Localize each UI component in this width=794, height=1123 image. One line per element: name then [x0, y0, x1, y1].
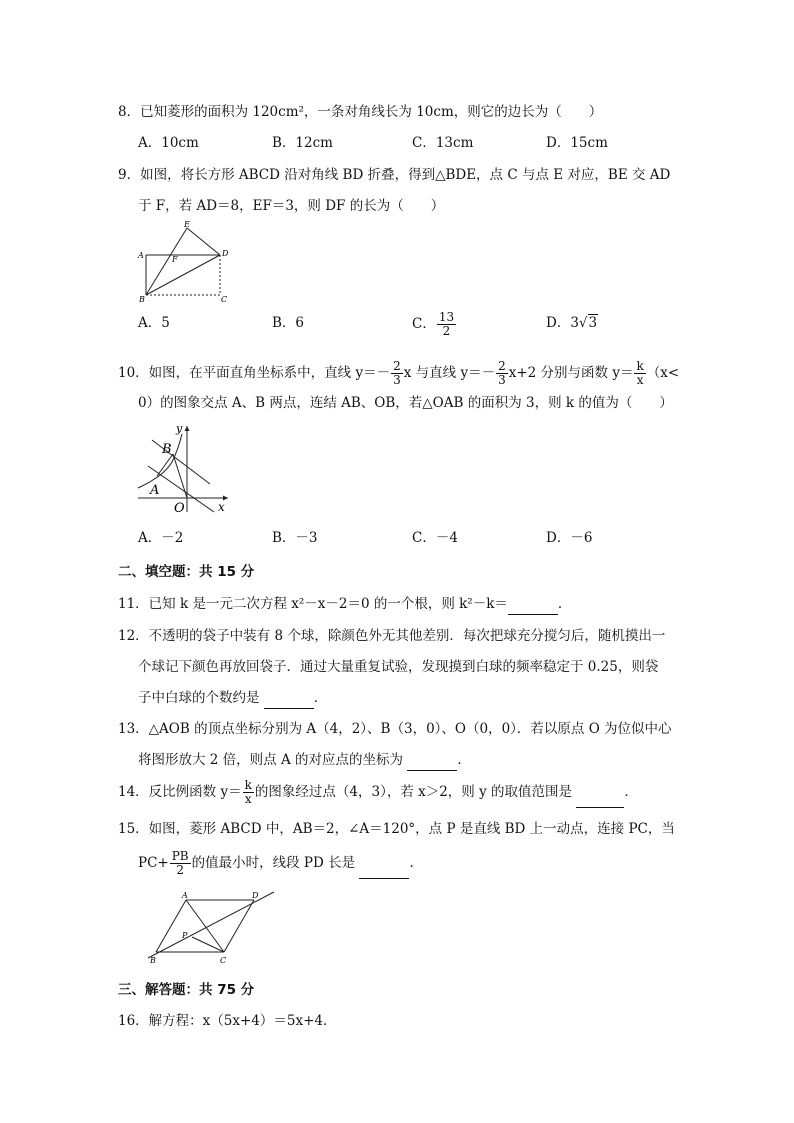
q15-line2-pre: PC+	[138, 855, 169, 871]
q11	[118, 594, 571, 615]
q10-label-y: y	[176, 422, 183, 435]
q10-line1-a: 10．如图，在平面直角坐标系中，直线 y＝－	[118, 365, 391, 381]
q8-stem: 8．已知菱形的面积为 120cm²，一条对角线长为 10cm，则它的边长为（ ）	[118, 104, 603, 120]
q8-option-a: A．10cm	[138, 135, 199, 151]
q15-label-b: B	[150, 956, 156, 965]
q10-frac-k-den: x	[636, 373, 644, 387]
q15-line1: 15．如图，菱形 ABCD 中，AB＝2，∠A＝120°，点 P 是直线 BD 上一动点，连接 PC，当	[118, 821, 675, 837]
q10-option-c: C．－4	[412, 530, 458, 546]
q9-option-c-den: 2	[442, 324, 451, 338]
q9-line-bd	[146, 255, 220, 295]
sqrt-icon: √	[578, 315, 588, 331]
q9-label-f: F	[172, 255, 178, 264]
q10-frac-k	[634, 360, 645, 387]
q10-label-o: O	[174, 501, 185, 516]
q15-label-a: A	[182, 891, 188, 900]
q16: 16．解方程：x（5x+4）＝5x+4．	[118, 1013, 337, 1029]
q10-frac-1-den: 3	[393, 373, 401, 387]
q10-option-d: D．－6	[546, 530, 593, 546]
q11-text: 11．已知 k 是一元二次方程 x²－x－2＝0 的一个根，则 k²－k＝	[118, 596, 508, 612]
q12-line3	[138, 688, 327, 709]
q15-line-ac	[186, 900, 224, 952]
q9-option-c-num: 13	[438, 310, 455, 324]
q9-option-d-radicand: 3	[588, 315, 598, 331]
q12-end: ．	[313, 690, 328, 706]
q12-answer-blank[interactable]	[264, 688, 314, 709]
q15-line-pc	[192, 937, 224, 952]
q9-figure	[132, 218, 242, 308]
y-axis-arrow-icon	[185, 426, 190, 431]
q12-line2: 个球记下颜色再放回袋子．通过大量重复试验，发现摸到白球的频率稳定于 0.25，则袋	[138, 659, 659, 675]
q15-line2-post: 的值最小时，线段 PD 长是	[191, 855, 356, 871]
q10-frac-2	[496, 360, 508, 387]
q14	[118, 777, 638, 808]
q10-frac-1-num: 2	[393, 359, 401, 373]
q14-end: ．	[624, 784, 638, 800]
q9-option-c-fraction	[437, 311, 456, 338]
q10-line1-b: x 与直线 y＝－	[403, 365, 496, 381]
q13-answer-blank[interactable]	[407, 750, 457, 771]
q9-label-b: B	[139, 295, 145, 304]
q12-line1: 12．不透明的袋子中装有 8 个球，除颜色外无其他差别．每次把球充分搅匀后，随机摸出一	[118, 628, 666, 644]
q11-end: ．	[557, 596, 572, 612]
q10-label-a: A	[150, 483, 160, 498]
q10-line2: 0）的图象交点 A、B 两点，连结 AB、OB，若△OAB 的面积为 3，则 k 的值为（ ）	[138, 395, 673, 411]
q15-line-bd-extended	[148, 892, 274, 958]
q8-option-b: B．12cm	[272, 135, 333, 151]
q10-line1-d: （x<	[646, 365, 680, 381]
q9-option-d	[546, 313, 598, 333]
q14-fraction	[243, 779, 254, 806]
section-3-heading: 三、解答题：共 75 分	[118, 982, 255, 998]
q12-line3-text: 子中白球的个数约是	[138, 690, 260, 706]
q14-pre: 14．反比例函数 y＝	[118, 784, 242, 800]
q10-frac-2-num: 2	[498, 359, 506, 373]
q9-label-a: A	[138, 251, 144, 260]
q9-line-be	[146, 228, 187, 295]
q10-label-x: x	[218, 500, 225, 514]
q14-frac-den: x	[244, 792, 252, 806]
q8-option-c: C．13cm	[412, 135, 474, 151]
q9-label-e: E	[184, 220, 190, 229]
q9-line1: 9．如图，将长方形 ABCD 沿对角线 BD 折叠，得到△BDE，点 C 与点 E 对应，BE 交 AD	[118, 167, 671, 183]
q13-line1: 13．△AOB 的顶点坐标分别为 A（4，2）、B（3，0）、O（0，0）．若以原点 O 为位似中心	[118, 721, 672, 737]
q14-post: 的图象经过点（4，3），若 x＞2，则 y 的取值范围是	[254, 784, 573, 800]
q10-frac-1	[391, 360, 403, 387]
q9-option-d-prefix: D．3	[546, 315, 579, 331]
q15-label-d: D	[252, 891, 259, 900]
q10-line-offset	[152, 440, 210, 484]
q9-line-ed	[187, 228, 220, 255]
q13-line2	[138, 750, 471, 771]
q15-line-cd	[224, 900, 254, 952]
q10-frac-k-num: k	[636, 359, 644, 373]
q15-line-ab	[156, 900, 186, 952]
q14-frac-num: k	[244, 778, 252, 792]
q10-label-b: B	[162, 442, 172, 457]
q9-label-d: D	[222, 249, 229, 258]
q10-frac-2-den: 3	[498, 373, 506, 387]
q15-figure	[136, 888, 282, 968]
q9-option-c-prefix: C．	[412, 316, 436, 332]
q10-option-b: B．－3	[272, 530, 318, 546]
q14-answer-blank[interactable]	[576, 777, 624, 808]
q15-frac-den: 2	[176, 863, 184, 877]
q13-end: ．	[457, 752, 471, 768]
q15-end: ．	[409, 855, 423, 871]
q9-option-a: A．5	[138, 315, 170, 331]
q10-figure	[130, 418, 240, 518]
q15-label-p: P	[182, 931, 188, 940]
q9-line2: 于 F，若 AD＝8，EF＝3，则 DF 的长为（ ）	[138, 198, 445, 214]
q10-segment-ob	[173, 454, 187, 498]
q15-label-c: C	[220, 956, 227, 965]
q15-frac-num: PB	[171, 849, 189, 863]
q10-option-a: A．－2	[138, 530, 184, 546]
q10-line1	[118, 358, 679, 388]
q13-line2-text: 将图形放大 2 倍，则点 A 的对应点的坐标为	[138, 752, 404, 768]
q15-line2	[138, 848, 423, 879]
q9-option-b: B．6	[272, 315, 305, 331]
section-2-heading: 二、填空题：共 15 分	[118, 564, 255, 580]
q10-line1-c: x+2 分别与函数 y＝	[508, 365, 634, 381]
q9-label-c: C	[221, 295, 228, 304]
q8-option-d: D．15cm	[546, 135, 608, 151]
q15-answer-blank[interactable]	[359, 848, 409, 879]
q15-fraction	[170, 850, 191, 877]
q11-answer-blank[interactable]	[508, 594, 558, 615]
q9-option-c	[412, 309, 457, 339]
